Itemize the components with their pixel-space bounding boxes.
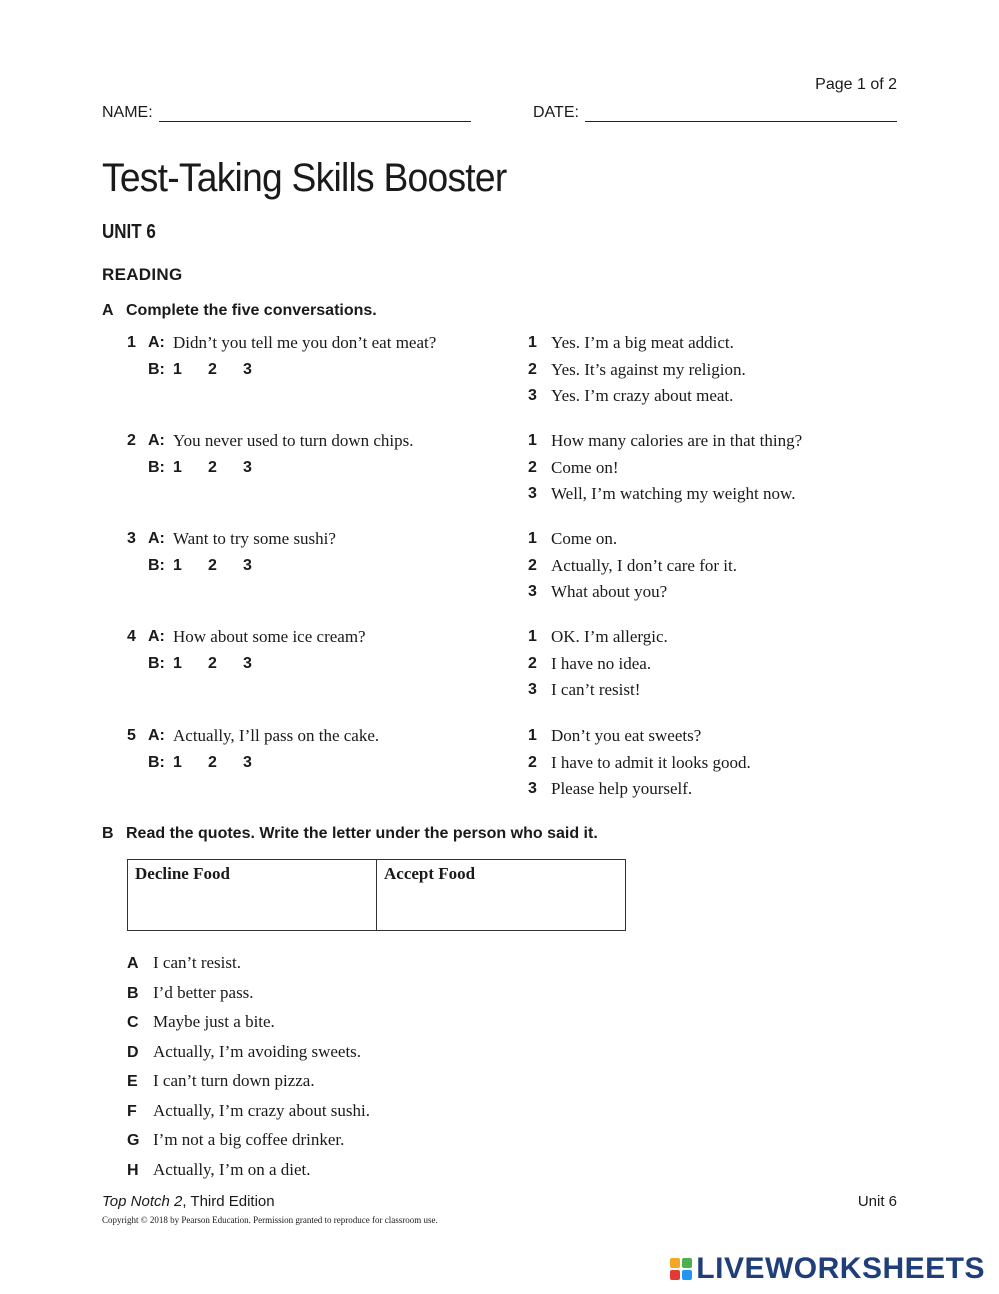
speaker-a-label: A: — [148, 727, 165, 744]
book-title: Top Notch 2 — [102, 1193, 183, 1210]
speaker-a-text: Want to try some sushi? — [173, 529, 336, 548]
name-line[interactable] — [159, 107, 471, 122]
quote-letter: H — [127, 1161, 139, 1179]
answer-choice-2[interactable]: 2 — [208, 361, 217, 378]
option-number: 2 — [528, 556, 537, 574]
answer-choice-3[interactable]: 3 — [243, 459, 252, 476]
quote-text: I’d better pass. — [153, 982, 254, 1002]
answer-choice-2[interactable]: 2 — [208, 459, 217, 476]
page-title: Test-Taking Skills Booster — [102, 156, 507, 200]
answer-choice-3[interactable]: 3 — [243, 361, 252, 378]
quote-item — [127, 983, 254, 1003]
name-field[interactable] — [102, 104, 471, 122]
option-text: How many calories are in that thing? — [551, 431, 803, 450]
part-a-instruction — [102, 302, 377, 320]
speaker-b-label: B: — [148, 557, 165, 574]
option-text: OK. I’m allergic. — [551, 627, 668, 646]
option-number: 2 — [528, 753, 537, 771]
conversation-number: 1 — [127, 334, 136, 351]
conversation-number: 2 — [127, 432, 136, 449]
answer-choice-3[interactable]: 3 — [243, 557, 252, 574]
quote-item — [127, 1130, 344, 1150]
speaker-a-text: Didn’t you tell me you don’t eat meat? — [173, 333, 437, 352]
quote-item — [127, 1160, 311, 1180]
answer-choice-1[interactable]: 1 — [173, 361, 182, 378]
speaker-b-label: B: — [148, 754, 165, 771]
option-number: 3 — [528, 681, 537, 698]
footer-book — [102, 1193, 275, 1210]
speaker-a-text: You never used to turn down chips. — [173, 431, 414, 450]
book-edition: , Third Edition — [182, 1193, 275, 1210]
copyright: Copyright © 2018 by Pearson Education. Permission granted to reproduce for classroom use. — [102, 1215, 438, 1225]
option-number: 2 — [528, 654, 537, 672]
option-text: I have no idea. — [551, 653, 652, 673]
part-b-text: Read the quotes. Write the letter under the person who said it. — [126, 825, 598, 842]
answer-choice-2[interactable]: 2 — [208, 655, 217, 672]
speaker-a-text: Actually, I’ll pass on the cake. — [173, 726, 380, 745]
option-text: Yes. I’m a big meat addict. — [551, 333, 734, 352]
option-number: 1 — [528, 334, 537, 351]
option-text: Well, I’m watching my weight now. — [551, 484, 796, 503]
decline-food-header: Decline Food — [135, 864, 230, 883]
quote-letter: F — [127, 1102, 137, 1120]
quote-text: I can’t turn down pizza. — [153, 1071, 315, 1090]
conversation-number: 4 — [127, 628, 136, 645]
conversation-number: 5 — [127, 727, 136, 744]
quote-item — [127, 1071, 315, 1091]
conversation-number: 3 — [127, 530, 136, 547]
page-number: Page 1 of 2 — [815, 76, 897, 93]
answer-choice-2[interactable]: 2 — [208, 754, 217, 771]
option-number: 3 — [528, 583, 537, 600]
option-number: 1 — [528, 727, 537, 744]
speaker-a-label: A: — [148, 530, 165, 547]
section-heading: READING — [102, 265, 183, 284]
name-label: NAME: — [102, 104, 153, 121]
logo-icon — [670, 1258, 692, 1280]
quote-item — [127, 1101, 370, 1121]
quote-letter: B — [127, 984, 139, 1002]
option-number: 1 — [528, 432, 537, 449]
answer-choice-2[interactable]: 2 — [208, 557, 217, 574]
liveworksheets-logo — [670, 1252, 985, 1286]
quote-text: Actually, I’m avoiding sweets. — [153, 1041, 362, 1061]
speaker-b-label: B: — [148, 361, 165, 378]
quote-letter: C — [127, 1014, 139, 1031]
option-text: Please help yourself. — [551, 779, 693, 798]
option-number: 1 — [528, 628, 537, 645]
quote-item — [127, 1012, 275, 1032]
quote-letter: G — [127, 1132, 140, 1149]
date-label: DATE: — [533, 104, 579, 121]
option-number: 1 — [528, 530, 537, 547]
answer-choice-3[interactable]: 3 — [243, 655, 252, 672]
answer-choice-1[interactable]: 1 — [173, 459, 182, 476]
option-number: 3 — [528, 387, 537, 404]
quote-item — [127, 953, 241, 973]
quote-letter: A — [127, 955, 139, 972]
answer-choice-1[interactable]: 1 — [173, 655, 182, 672]
food-table — [127, 859, 626, 931]
speaker-a-label: A: — [148, 334, 165, 351]
part-a-text: Complete the five conversations. — [126, 302, 377, 319]
speaker-a-label: A: — [148, 432, 165, 449]
quote-text: Actually, I’m on a diet. — [153, 1159, 311, 1179]
option-number: 3 — [528, 780, 537, 797]
answer-choice-1[interactable]: 1 — [173, 557, 182, 574]
option-text: What about you? — [551, 582, 668, 601]
option-number: 2 — [528, 458, 537, 476]
option-text: I have to admit it looks good. — [551, 752, 751, 772]
accept-food-header: Accept Food — [384, 864, 476, 883]
quote-letter: E — [127, 1073, 138, 1090]
quote-text: Actually, I’m crazy about sushi. — [153, 1100, 370, 1120]
quote-text: I’m not a big coffee drinker. — [153, 1130, 345, 1149]
part-a-letter: A — [102, 302, 114, 319]
part-b-instruction — [102, 825, 598, 843]
unit-label: UNIT 6 — [102, 221, 156, 243]
speaker-b-label: B: — [148, 459, 165, 476]
decline-food-cell[interactable] — [128, 860, 377, 931]
part-b-letter: B — [102, 825, 114, 842]
option-number: 3 — [528, 485, 537, 502]
quote-text: I can’t resist. — [153, 953, 241, 972]
option-text: Come on! — [551, 457, 619, 477]
speaker-a-label: A: — [148, 628, 165, 645]
option-number: 2 — [528, 360, 537, 378]
option-text: Come on. — [551, 529, 618, 548]
footer-unit: Unit 6 — [857, 1193, 897, 1210]
option-text: Yes. It’s against my religion. — [551, 359, 746, 379]
quote-text: Maybe just a bite. — [153, 1012, 275, 1031]
option-text: Actually, I don’t care for it. — [551, 555, 737, 575]
option-text: Yes. I’m crazy about meat. — [551, 386, 734, 405]
speaker-a-text: How about some ice cream? — [173, 627, 366, 646]
option-text: I can’t resist! — [551, 680, 641, 699]
accept-food-cell[interactable] — [377, 860, 626, 931]
date-line[interactable] — [585, 107, 897, 122]
brand-text: LIVEWORKSHEETS — [696, 1252, 985, 1285]
answer-choice-3[interactable]: 3 — [243, 754, 252, 771]
speaker-b-label: B: — [148, 655, 165, 672]
date-field[interactable] — [533, 104, 897, 122]
answer-choice-1[interactable]: 1 — [173, 754, 182, 771]
quote-item — [127, 1042, 361, 1062]
quote-letter: D — [127, 1043, 139, 1061]
option-text: Don’t you eat sweets? — [551, 726, 702, 745]
